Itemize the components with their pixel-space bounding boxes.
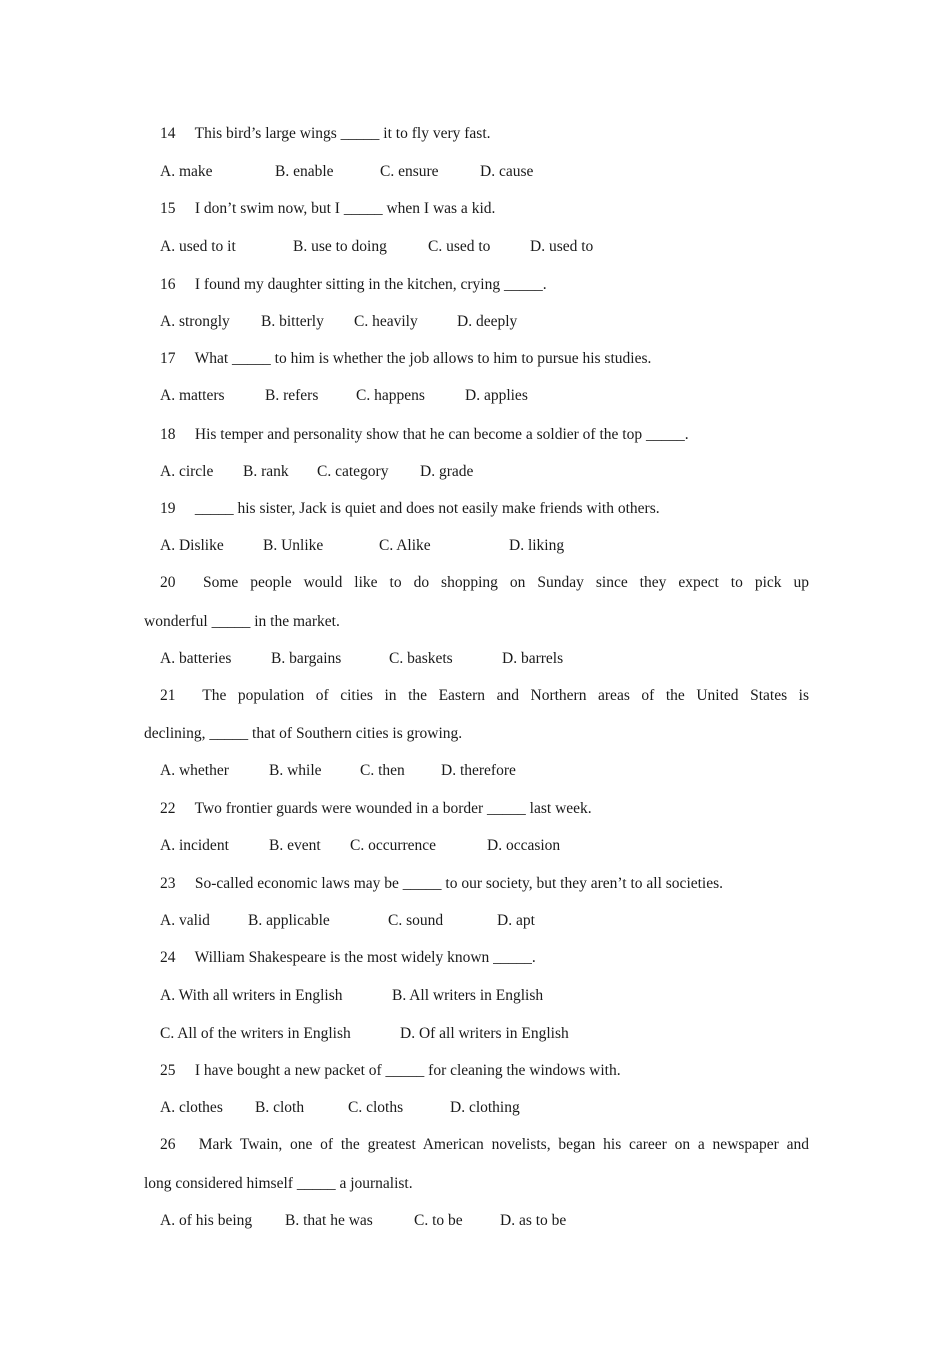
question-19-stem: 19 _____ his sister, Jack is quiet and does not easily make friends with others. [160, 500, 660, 517]
question-15-option-a: A. used to it [160, 238, 236, 255]
question-23-stem: 23 So-called economic laws may be _____ to our society, but they aren’t to all societies. [160, 875, 724, 892]
question-22-option-b: B. event [269, 837, 321, 854]
question-19-option-d: D. liking [509, 537, 565, 554]
question-18-stem: 18 His temper and personality show that he can become a soldier of the top _____. [160, 426, 689, 443]
question-26-option-b: B. that he was [285, 1212, 373, 1229]
question-20-option-d: D. barrels [502, 650, 564, 667]
question-23-option-b: B. applicable [248, 912, 330, 929]
question-22-stem: 22 Two frontier guards were wounded in a border _____ last week. [160, 800, 592, 817]
question-25-stem: 25 I have bought a new packet of _____ for cleaning the windows with. [160, 1062, 621, 1079]
question-20-stem-line-2: wonderful _____ in the market. [144, 613, 340, 630]
question-16-option-d: D. deeply [457, 313, 518, 330]
question-22-option-c: C. occurrence [350, 837, 437, 854]
question-17-option-d: D. applies [465, 387, 528, 404]
question-21-option-a: A. whether [160, 762, 229, 779]
question-19-option-c: C. Alike [379, 537, 431, 554]
question-18-option-a: A. circle [160, 463, 214, 480]
question-14-option-d: D. cause [480, 163, 534, 180]
question-16-option-b: B. bitterly [261, 313, 324, 330]
question-20-option-c: C. baskets [389, 650, 453, 667]
question-15-option-d: D. used to [530, 238, 594, 255]
question-26-option-c: C. to be [414, 1212, 463, 1229]
question-25-option-d: D. clothing [450, 1099, 520, 1116]
question-26-stem-line-1: 26 Mark Twain, one of the greatest American novelists, began his career on a newspaper and [160, 1136, 809, 1153]
question-21-option-d: D. therefore [441, 762, 516, 779]
question-20-stem-line-1: 20 Some people would like to do shopping on Sunday since they expect to pick up [160, 574, 809, 591]
question-23-option-d: D. apt [497, 912, 535, 929]
question-24-stem: 24 William Shakespeare is the most widely known _____. [160, 949, 536, 966]
question-17-option-a: A. matters [160, 387, 225, 404]
question-14-stem: 14 This bird’s large wings _____ it to fly very fast. [160, 125, 491, 142]
question-22-option-d: D. occasion [487, 837, 561, 854]
question-22-option-a: A. incident [160, 837, 229, 854]
question-17-option-b: B. refers [265, 387, 319, 404]
question-26-option-d: D. as to be [500, 1212, 567, 1229]
question-18-option-d: D. grade [420, 463, 474, 480]
question-20-option-b: B. bargains [271, 650, 342, 667]
question-19-option-b: B. Unlike [263, 537, 324, 554]
question-26-option-a: A. of his being [160, 1212, 253, 1229]
question-18-option-c: C. category [317, 463, 389, 480]
question-21-stem-line-2: declining, _____ that of Southern cities is growing. [144, 725, 463, 742]
question-16-stem: 16 I found my daughter sitting in the kitchen, crying _____. [160, 276, 547, 293]
question-16-option-a: A. strongly [160, 313, 230, 330]
question-24-option-d: D. Of all writers in English [400, 1025, 569, 1042]
question-14-option-a: A. make [160, 163, 213, 180]
question-24-option-c: C. All of the writers in English [160, 1025, 351, 1042]
question-21-option-c: C. then [360, 762, 405, 779]
question-25-option-b: B. cloth [255, 1099, 305, 1116]
question-18-option-b: B. rank [243, 463, 289, 480]
question-24-option-b: B. All writers in English [392, 987, 544, 1004]
question-19-option-a: A. Dislike [160, 537, 224, 554]
question-14-option-c: C. ensure [380, 163, 439, 180]
question-17-option-c: C. happens [356, 387, 425, 404]
question-24-option-a: A. With all writers in English [160, 987, 343, 1004]
question-23-option-c: C. sound [388, 912, 444, 929]
question-16-option-c: C. heavily [354, 313, 418, 330]
question-17-stem: 17 What _____ to him is whether the job allows to him to pursue his studies. [160, 350, 652, 367]
question-21-stem-line-1: 21 The population of cities in the Eastern and Northern areas of the United States is [160, 687, 809, 704]
question-15-option-b: B. use to doing [293, 238, 387, 255]
question-20-option-a: A. batteries [160, 650, 232, 667]
question-23-option-a: A. valid [160, 912, 210, 929]
question-25-option-c: C. cloths [348, 1099, 404, 1116]
question-15-option-c: C. used to [428, 238, 491, 255]
question-14-option-b: B. enable [275, 163, 334, 180]
question-21-option-b: B. while [269, 762, 322, 779]
question-15-stem: 15 I don’t swim now, but I _____ when I was a kid. [160, 200, 496, 217]
question-26-stem-line-2: long considered himself _____ a journalist. [144, 1175, 413, 1192]
question-25-option-a: A. clothes [160, 1099, 223, 1116]
